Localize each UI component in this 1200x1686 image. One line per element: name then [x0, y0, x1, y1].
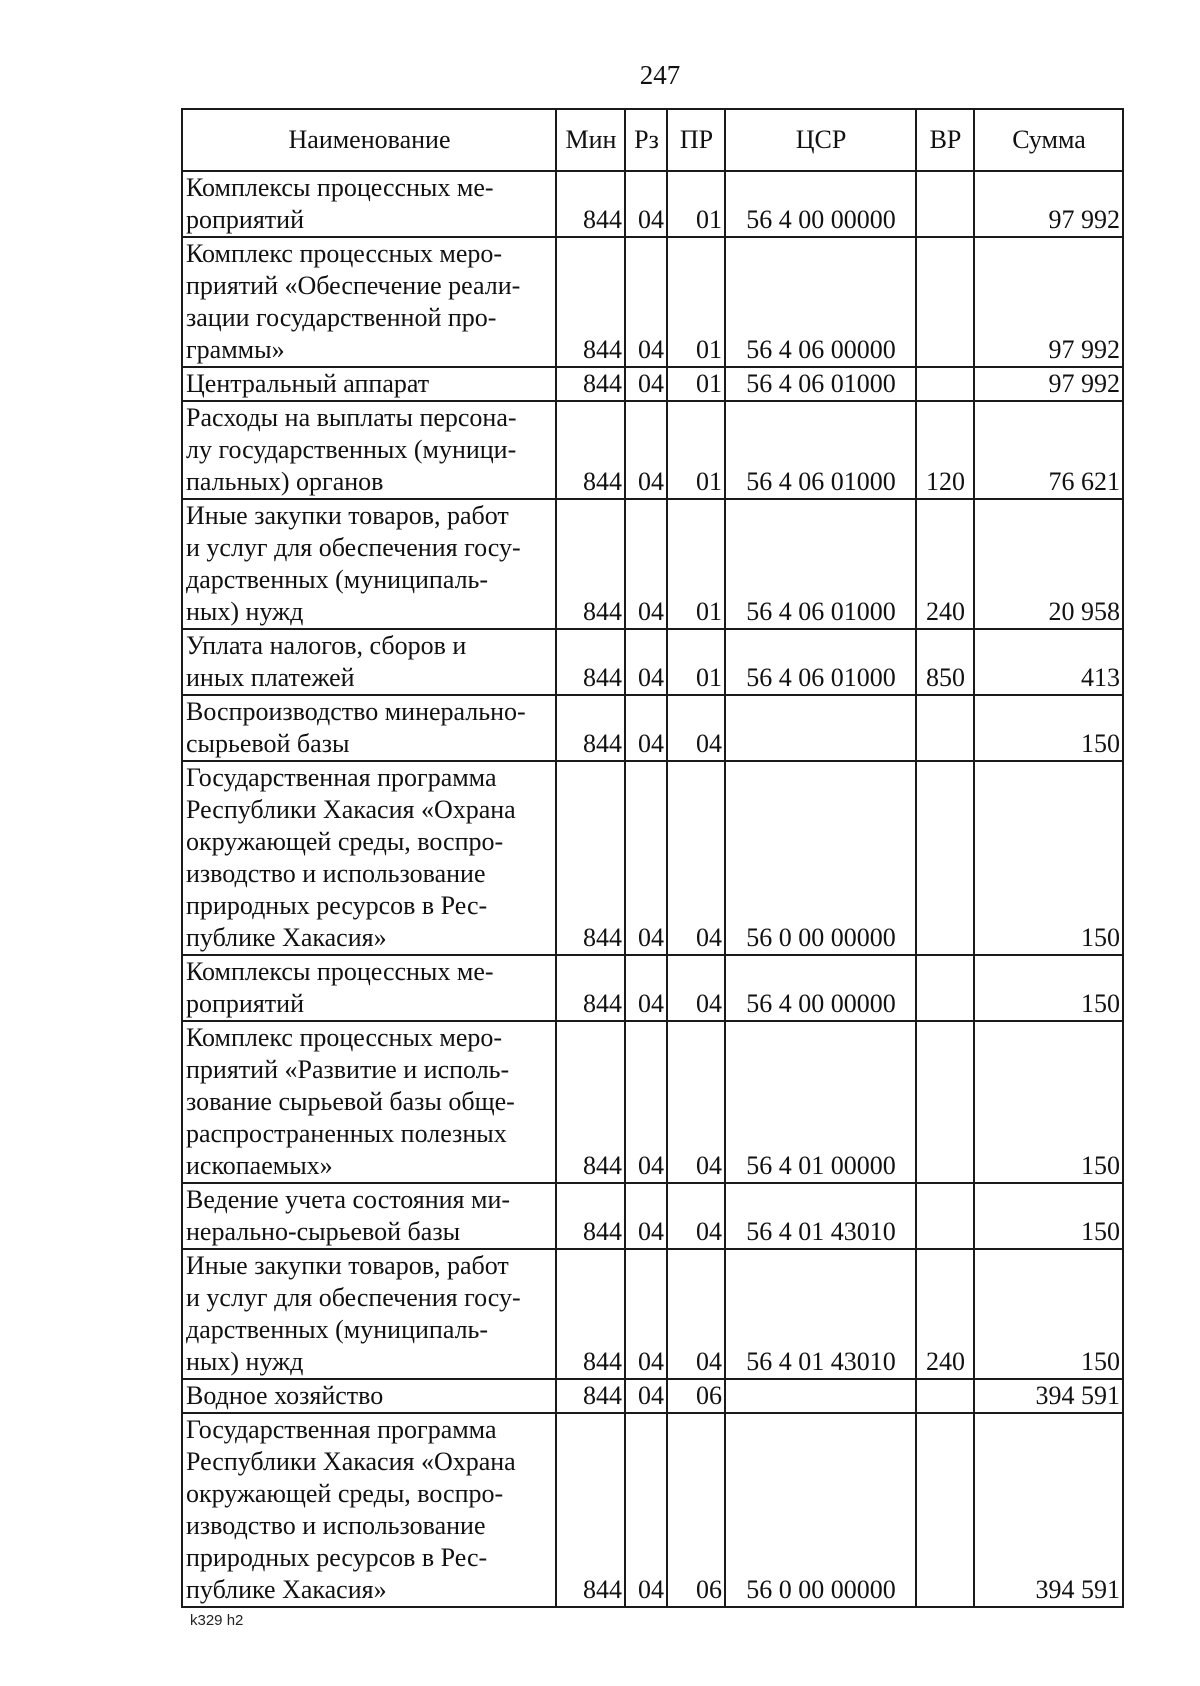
cell-csr: 56 0 00 00000 — [725, 1413, 916, 1607]
cell-sum: 97 992 — [974, 237, 1123, 367]
cell-name: Комплекс процессных меро- приятий «Развитие и исполь- зование сырьевой базы обще- распространенных полезных ископаемых» — [182, 1021, 556, 1183]
cell-vr — [916, 695, 974, 761]
cell-sum: 97 992 — [974, 171, 1123, 237]
cell-min: 844 — [556, 1183, 625, 1249]
cell-sum: 97 992 — [974, 367, 1123, 401]
cell-rz: 04 — [625, 237, 667, 367]
cell-name: Комплексы процессных ме- роприятий — [182, 955, 556, 1021]
cell-min: 844 — [556, 171, 625, 237]
cell-csr: 56 4 00 00000 — [725, 955, 916, 1021]
cell-name: Комплекс процессных меро- приятий «Обеспечение реали- зации государственной про- граммы» — [182, 237, 556, 367]
table-header-row — [182, 109, 1123, 171]
cell-min: 844 — [556, 1413, 625, 1607]
cell-rz: 04 — [625, 1413, 667, 1607]
cell-name: Ведение учета состояния ми- нерально-сырьевой базы — [182, 1183, 556, 1249]
cell-min: 844 — [556, 695, 625, 761]
column-header-sum: Сумма — [974, 109, 1123, 171]
column-header-pr: ПР — [667, 109, 725, 171]
cell-name: Водное хозяйство — [182, 1379, 556, 1413]
cell-rz: 04 — [625, 695, 667, 761]
cell-pr: 04 — [667, 955, 725, 1021]
cell-csr: 56 4 06 00000 — [725, 237, 916, 367]
cell-min: 844 — [556, 1379, 625, 1413]
cell-name: Центральный аппарат — [182, 367, 556, 401]
cell-pr: 01 — [667, 367, 725, 401]
table-row — [182, 237, 1123, 367]
cell-pr: 01 — [667, 401, 725, 499]
cell-min: 844 — [556, 629, 625, 695]
cell-rz: 04 — [625, 1183, 667, 1249]
table-row — [182, 1183, 1123, 1249]
cell-min: 844 — [556, 1249, 625, 1379]
cell-pr: 01 — [667, 629, 725, 695]
cell-vr: 850 — [916, 629, 974, 695]
cell-rz: 04 — [625, 761, 667, 955]
table-row — [182, 1249, 1123, 1379]
cell-rz: 04 — [625, 1021, 667, 1183]
table-row — [182, 171, 1123, 237]
cell-name: Государственная программа Республики Хакасия «Охрана окружающей среды, воспро- изводство и использование природных ресурсов в Рес- публике Хакасия» — [182, 1413, 556, 1607]
cell-csr: 56 4 01 00000 — [725, 1021, 916, 1183]
cell-name: Расходы на выплаты персона- лу государственных (муници- пальных) органов — [182, 401, 556, 499]
cell-pr: 04 — [667, 761, 725, 955]
cell-sum: 150 — [974, 1183, 1123, 1249]
cell-rz: 04 — [625, 171, 667, 237]
column-header-name: Наименование — [182, 109, 556, 171]
column-header-min: Мин — [556, 109, 625, 171]
cell-pr: 01 — [667, 237, 725, 367]
page-number: 247 — [639, 60, 681, 90]
cell-pr: 04 — [667, 1183, 725, 1249]
table-row — [182, 499, 1123, 629]
cell-vr — [916, 1183, 974, 1249]
cell-min: 844 — [556, 955, 625, 1021]
cell-vr — [916, 237, 974, 367]
cell-pr: 01 — [667, 499, 725, 629]
table-body — [182, 171, 1123, 1607]
cell-vr: 240 — [916, 499, 974, 629]
cell-min: 844 — [556, 237, 625, 367]
cell-sum: 150 — [974, 1249, 1123, 1379]
table-row — [182, 401, 1123, 499]
cell-name: Комплексы процессных ме- роприятий — [182, 171, 556, 237]
cell-vr — [916, 1021, 974, 1183]
cell-name: Государственная программа Республики Хакасия «Охрана окружающей среды, воспро- изводство и использование природных ресурсов в Рес- публике Хакасия» — [182, 761, 556, 955]
cell-sum: 20 958 — [974, 499, 1123, 629]
cell-name: Уплата налогов, сборов и иных платежей — [182, 629, 556, 695]
cell-pr: 04 — [667, 1021, 725, 1183]
cell-rz: 04 — [625, 629, 667, 695]
cell-vr — [916, 761, 974, 955]
cell-min: 844 — [556, 367, 625, 401]
cell-csr: 56 4 06 01000 — [725, 629, 916, 695]
cell-sum: 150 — [974, 761, 1123, 955]
cell-sum: 150 — [974, 1021, 1123, 1183]
cell-csr — [725, 695, 916, 761]
cell-vr — [916, 1379, 974, 1413]
cell-csr — [725, 1379, 916, 1413]
table-row — [182, 367, 1123, 401]
cell-vr — [916, 1413, 974, 1607]
table-row — [182, 955, 1123, 1021]
cell-rz: 04 — [625, 955, 667, 1021]
cell-pr: 06 — [667, 1379, 725, 1413]
cell-min: 844 — [556, 1021, 625, 1183]
cell-csr: 56 4 00 00000 — [725, 171, 916, 237]
cell-pr: 04 — [667, 1249, 725, 1379]
cell-rz: 04 — [625, 499, 667, 629]
cell-sum: 150 — [974, 955, 1123, 1021]
column-header-vr: ВР — [916, 109, 974, 171]
cell-csr: 56 0 00 00000 — [725, 761, 916, 955]
cell-sum: 394 591 — [974, 1413, 1123, 1607]
cell-min: 844 — [556, 761, 625, 955]
cell-csr: 56 4 01 43010 — [725, 1183, 916, 1249]
cell-vr — [916, 955, 974, 1021]
column-header-rz: Рз — [625, 109, 667, 171]
cell-sum: 150 — [974, 695, 1123, 761]
cell-sum: 413 — [974, 629, 1123, 695]
cell-csr: 56 4 06 01000 — [725, 401, 916, 499]
cell-csr: 56 4 06 01000 — [725, 367, 916, 401]
cell-csr: 56 4 01 43010 — [725, 1249, 916, 1379]
cell-rz: 04 — [625, 367, 667, 401]
cell-pr: 01 — [667, 171, 725, 237]
table-row — [182, 695, 1123, 761]
table-row — [182, 1413, 1123, 1607]
table-row — [182, 629, 1123, 695]
table-row — [182, 761, 1123, 955]
table-row — [182, 1379, 1123, 1413]
table-row — [182, 1021, 1123, 1183]
cell-vr: 240 — [916, 1249, 974, 1379]
budget-table — [181, 108, 1124, 1608]
cell-min: 844 — [556, 401, 625, 499]
cell-min: 844 — [556, 499, 625, 629]
column-header-csr: ЦСР — [725, 109, 916, 171]
cell-name: Воспроизводство минерально- сырьевой базы — [182, 695, 556, 761]
cell-vr — [916, 171, 974, 237]
cell-vr: 120 — [916, 401, 974, 499]
cell-rz: 04 — [625, 401, 667, 499]
footer-code: k329 h2 — [190, 1612, 244, 1629]
cell-vr — [916, 367, 974, 401]
cell-name: Иные закупки товаров, работ и услуг для обеспечения госу- дарственных (муниципаль- ных) нужд — [182, 499, 556, 629]
cell-pr: 06 — [667, 1413, 725, 1607]
cell-sum: 394 591 — [974, 1379, 1123, 1413]
cell-rz: 04 — [625, 1249, 667, 1379]
cell-pr: 04 — [667, 695, 725, 761]
cell-sum: 76 621 — [974, 401, 1123, 499]
cell-name: Иные закупки товаров, работ и услуг для обеспечения госу- дарственных (муниципаль- ных) нужд — [182, 1249, 556, 1379]
cell-csr: 56 4 06 01000 — [725, 499, 916, 629]
cell-rz: 04 — [625, 1379, 667, 1413]
